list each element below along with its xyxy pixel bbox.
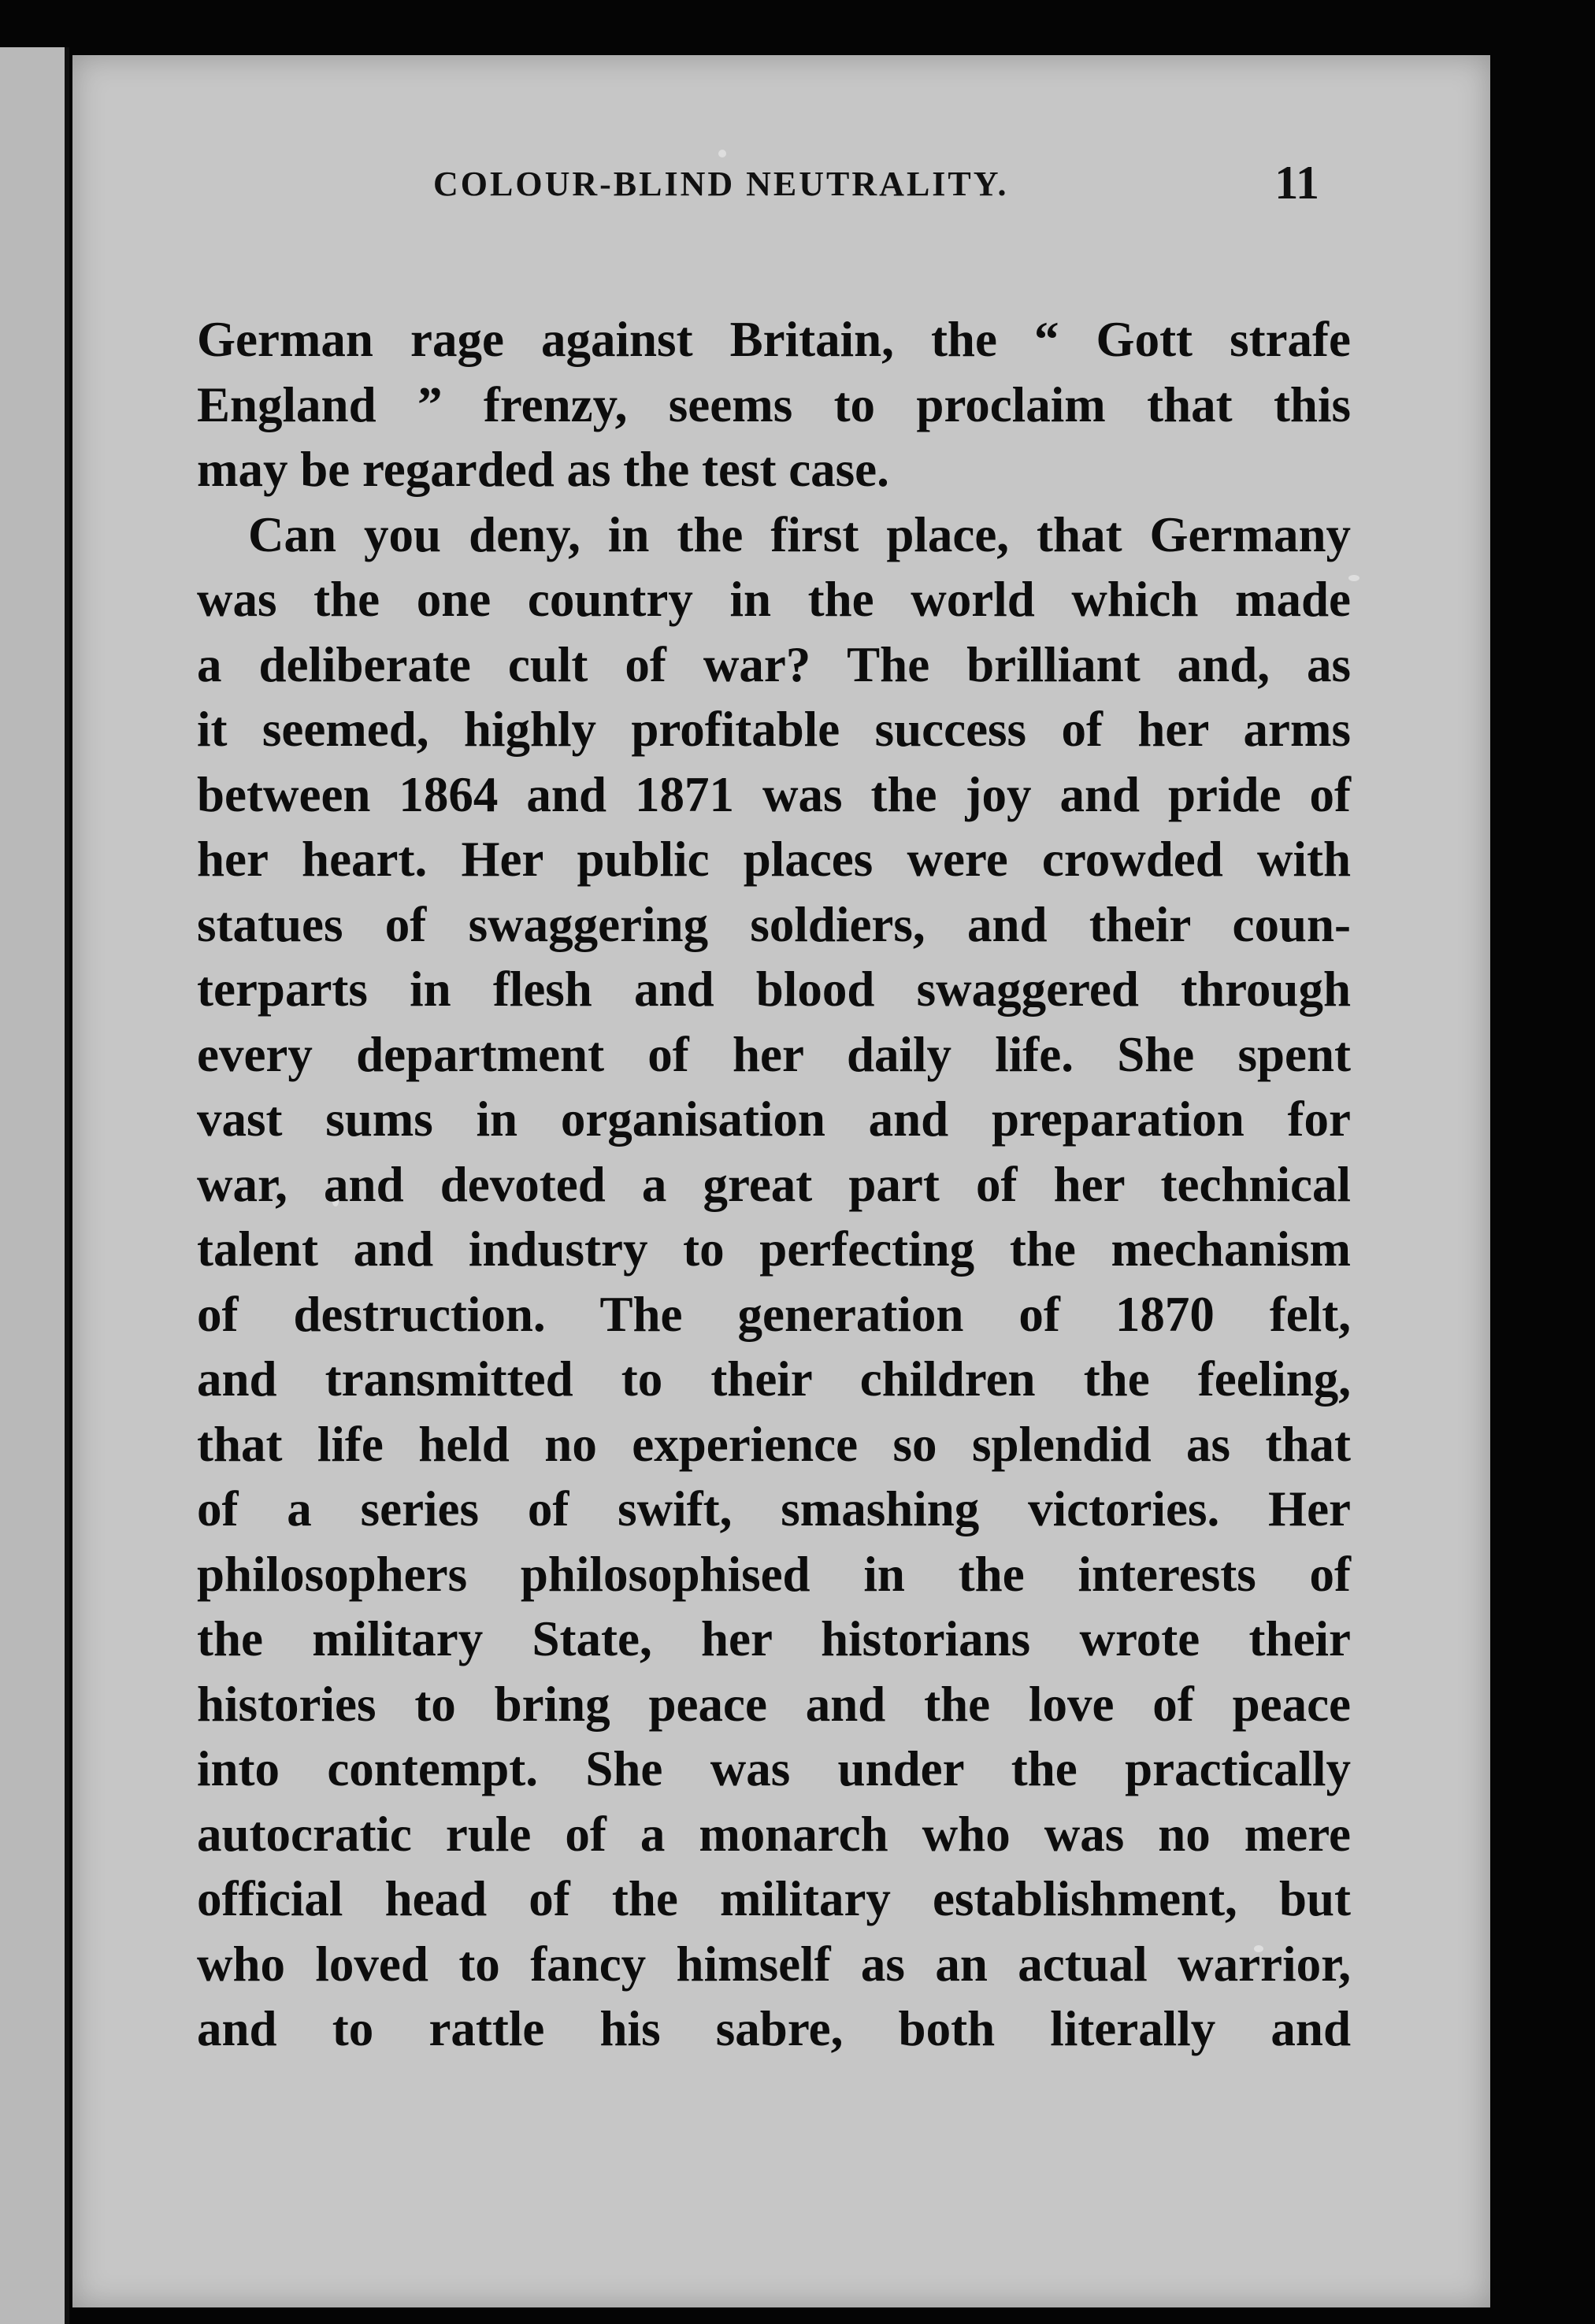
text-line: and to rattle his sabre, both literally and: [197, 2001, 1351, 2056]
text-line: a deliberate cult of war? The brilliant and, as: [197, 636, 1351, 692]
text-line: of a series of swift, smashing victories. Her: [197, 1481, 1351, 1536]
text-line: statues of swaggering soldiers, and their coun-: [197, 896, 1351, 952]
text-line: into contempt. She was under the practically: [197, 1741, 1351, 1796]
text-line: philosophers philosophised in the interests of: [197, 1546, 1351, 1602]
text-line: terparts in flesh and blood swaggered through: [197, 962, 1351, 1017]
text-line: was the one country in the world which made: [197, 572, 1351, 627]
text-line: histories to bring peace and the love of peace: [197, 1676, 1351, 1732]
text-line: autocratic rule of a monarch who was no mere: [197, 1806, 1351, 1862]
text-line: every department of her daily life. She spent: [197, 1026, 1351, 1082]
text-line: German rage against Britain, the “ Gott strafe: [197, 312, 1351, 367]
body-text: [197, 307, 1351, 2062]
running-head: [433, 156, 1378, 219]
text-line: it seemed, highly profitable success of her arms: [197, 702, 1351, 757]
text-line: Can you deny, in the first place, that Germany: [248, 506, 1351, 562]
page-number: 11: [1274, 157, 1319, 209]
text-line: of destruction. The generation of 1870 felt,: [197, 1286, 1351, 1342]
text-line: between 1864 and 1871 was the joy and pride of: [197, 766, 1351, 822]
text-line: England ” frenzy, seems to proclaim that this: [197, 376, 1351, 432]
running-title: COLOUR-BLIND NEUTRALITY.: [433, 165, 1009, 203]
text-line: may be regarded as the test case.: [197, 442, 889, 497]
facing-page-edge: [0, 47, 69, 2324]
text-line: and transmitted to their children the feeling,: [197, 1351, 1351, 1407]
text-line: the military State, her historians wrote their: [197, 1611, 1351, 1666]
text-line: talent and industry to perfecting the mechanism: [197, 1221, 1351, 1277]
text-line: who loved to fancy himself as an actual warrior,: [197, 1936, 1351, 1992]
text-line: official head of the military establishment, but: [197, 1871, 1351, 1926]
text-line: her heart. Her public places were crowded with: [197, 832, 1351, 887]
text-line: war, and devoted a great part of her technical: [197, 1156, 1351, 1212]
text-line: that life held no experience so splendid as that: [197, 1416, 1351, 1472]
text-line: vast sums in organisation and preparation for: [197, 1092, 1351, 1147]
